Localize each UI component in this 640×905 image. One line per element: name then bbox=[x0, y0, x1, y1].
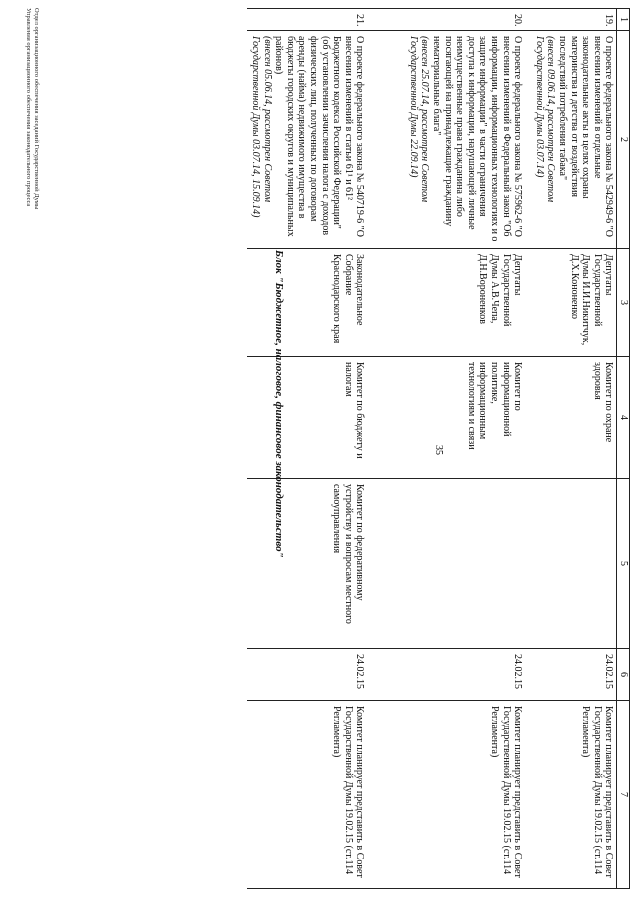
committee-cell: Комитет по информационной политике, информационным технологиям и связи bbox=[405, 357, 531, 479]
bill-cell bbox=[531, 31, 617, 249]
bill-cell bbox=[405, 31, 531, 249]
bill-text: О проекте федерального закона № 575962-6 "О внесении изменений в Федеральный закон "Об информации, информационных технологиях и о защите информации" в части ограничения доступа к информации, нарушающей личные неимущественные права гражданина либо посягающей на принадлежащие гражданину нематериальные блага" bbox=[431, 36, 524, 242]
column-header: 5 bbox=[617, 479, 630, 649]
footer-line: Управления организационного обеспечения законодательного процесса bbox=[24, 8, 32, 207]
column-header: 2 bbox=[617, 31, 630, 249]
coexecutor-cell bbox=[531, 479, 617, 649]
table-row bbox=[531, 9, 617, 889]
authors-cell: Законодательное Собрание Краснодарского края bbox=[247, 249, 367, 357]
column-header: 3 bbox=[617, 249, 630, 357]
plan-cell: Комитет планирует представить в Совет Государственной Думы 19.02.15 (ст.114 Регламента) bbox=[405, 701, 531, 889]
date-cell: 24.02.15 bbox=[531, 649, 617, 701]
plan-cell: Комитет планирует представить в Совет Государственной Думы 19.02.15 (ст.114 Регламента) bbox=[531, 701, 617, 889]
bill-note: (внесен 09.06.14, рассмотрен Советом Государственной Думы 03.07.14) bbox=[533, 36, 557, 203]
column-header: 4 bbox=[617, 357, 630, 479]
row-number: 21. bbox=[247, 9, 367, 31]
page-number: 35 bbox=[433, 445, 444, 455]
bill-text: О проекте федерального закона № 542949-6 "О внесении изменений в отдельные законодательные акты в целях охраны материнства и детства от воздействия последствий потребления табака" bbox=[557, 36, 615, 237]
bill-text: О проекте федерального закона № 540719-6 "О внесении изменений в статьи 61¹ и 61² Бюджетного кодекса Российской Федерации" (об установлении зачисления налога с доходов физических лиц, полученных по договорам аренды (найма) недвижимого имущества в бюджеты городских округов и муниципальных районов) bbox=[273, 36, 366, 237]
block-spacer-row bbox=[367, 9, 405, 889]
bills-table bbox=[247, 8, 630, 889]
committee-cell: Комитет по бюджету и налогам bbox=[247, 357, 367, 479]
coexecutor-cell bbox=[405, 479, 531, 649]
block-title: Блок "Бюджетное, налоговое, финансовое законодательство" bbox=[273, 250, 285, 558]
footer-line: Отдел организационного обеспечения заседаний Государственной Думы bbox=[33, 8, 40, 210]
committee-cell: Комитет по охране здоровья bbox=[531, 357, 617, 479]
column-header: 6 bbox=[617, 649, 630, 701]
table-row bbox=[405, 9, 531, 889]
date-cell: 24.02.15 bbox=[405, 649, 531, 701]
bill-note: (внесен 25.07.14, рассмотрен Советом Государственной Думы 22.09.14) bbox=[407, 36, 431, 203]
column-header: 1 bbox=[617, 9, 630, 31]
authors-cell: Депутаты Государственной Думы И.И.Никитчук, Д.Х.Кононенко bbox=[531, 249, 617, 357]
row-number: 20. bbox=[405, 9, 531, 31]
table-header-row bbox=[617, 9, 630, 889]
date-cell: 24.02.15 bbox=[247, 649, 367, 701]
authors-cell: Депутаты Государственной Думы А.В.Чепа, Д.Н.Вороненков bbox=[405, 249, 531, 357]
column-header: 7 bbox=[617, 701, 630, 889]
bill-cell bbox=[247, 31, 367, 249]
row-number: 19. bbox=[531, 9, 617, 31]
coexecutor-cell: Комитет по федеративному устройству и вопросам местного самоуправления bbox=[247, 479, 367, 649]
bill-note: (внесен 05.06.14, рассмотрен Советом Государственной Думы 03.07.14, 15.09.14) bbox=[249, 36, 273, 218]
footer bbox=[24, 8, 40, 209]
table-row bbox=[247, 9, 367, 889]
plan-cell: Комитет планирует представить в Совет Государственной Думы 19.02.15 (ст.114 Регламента) bbox=[247, 701, 367, 889]
